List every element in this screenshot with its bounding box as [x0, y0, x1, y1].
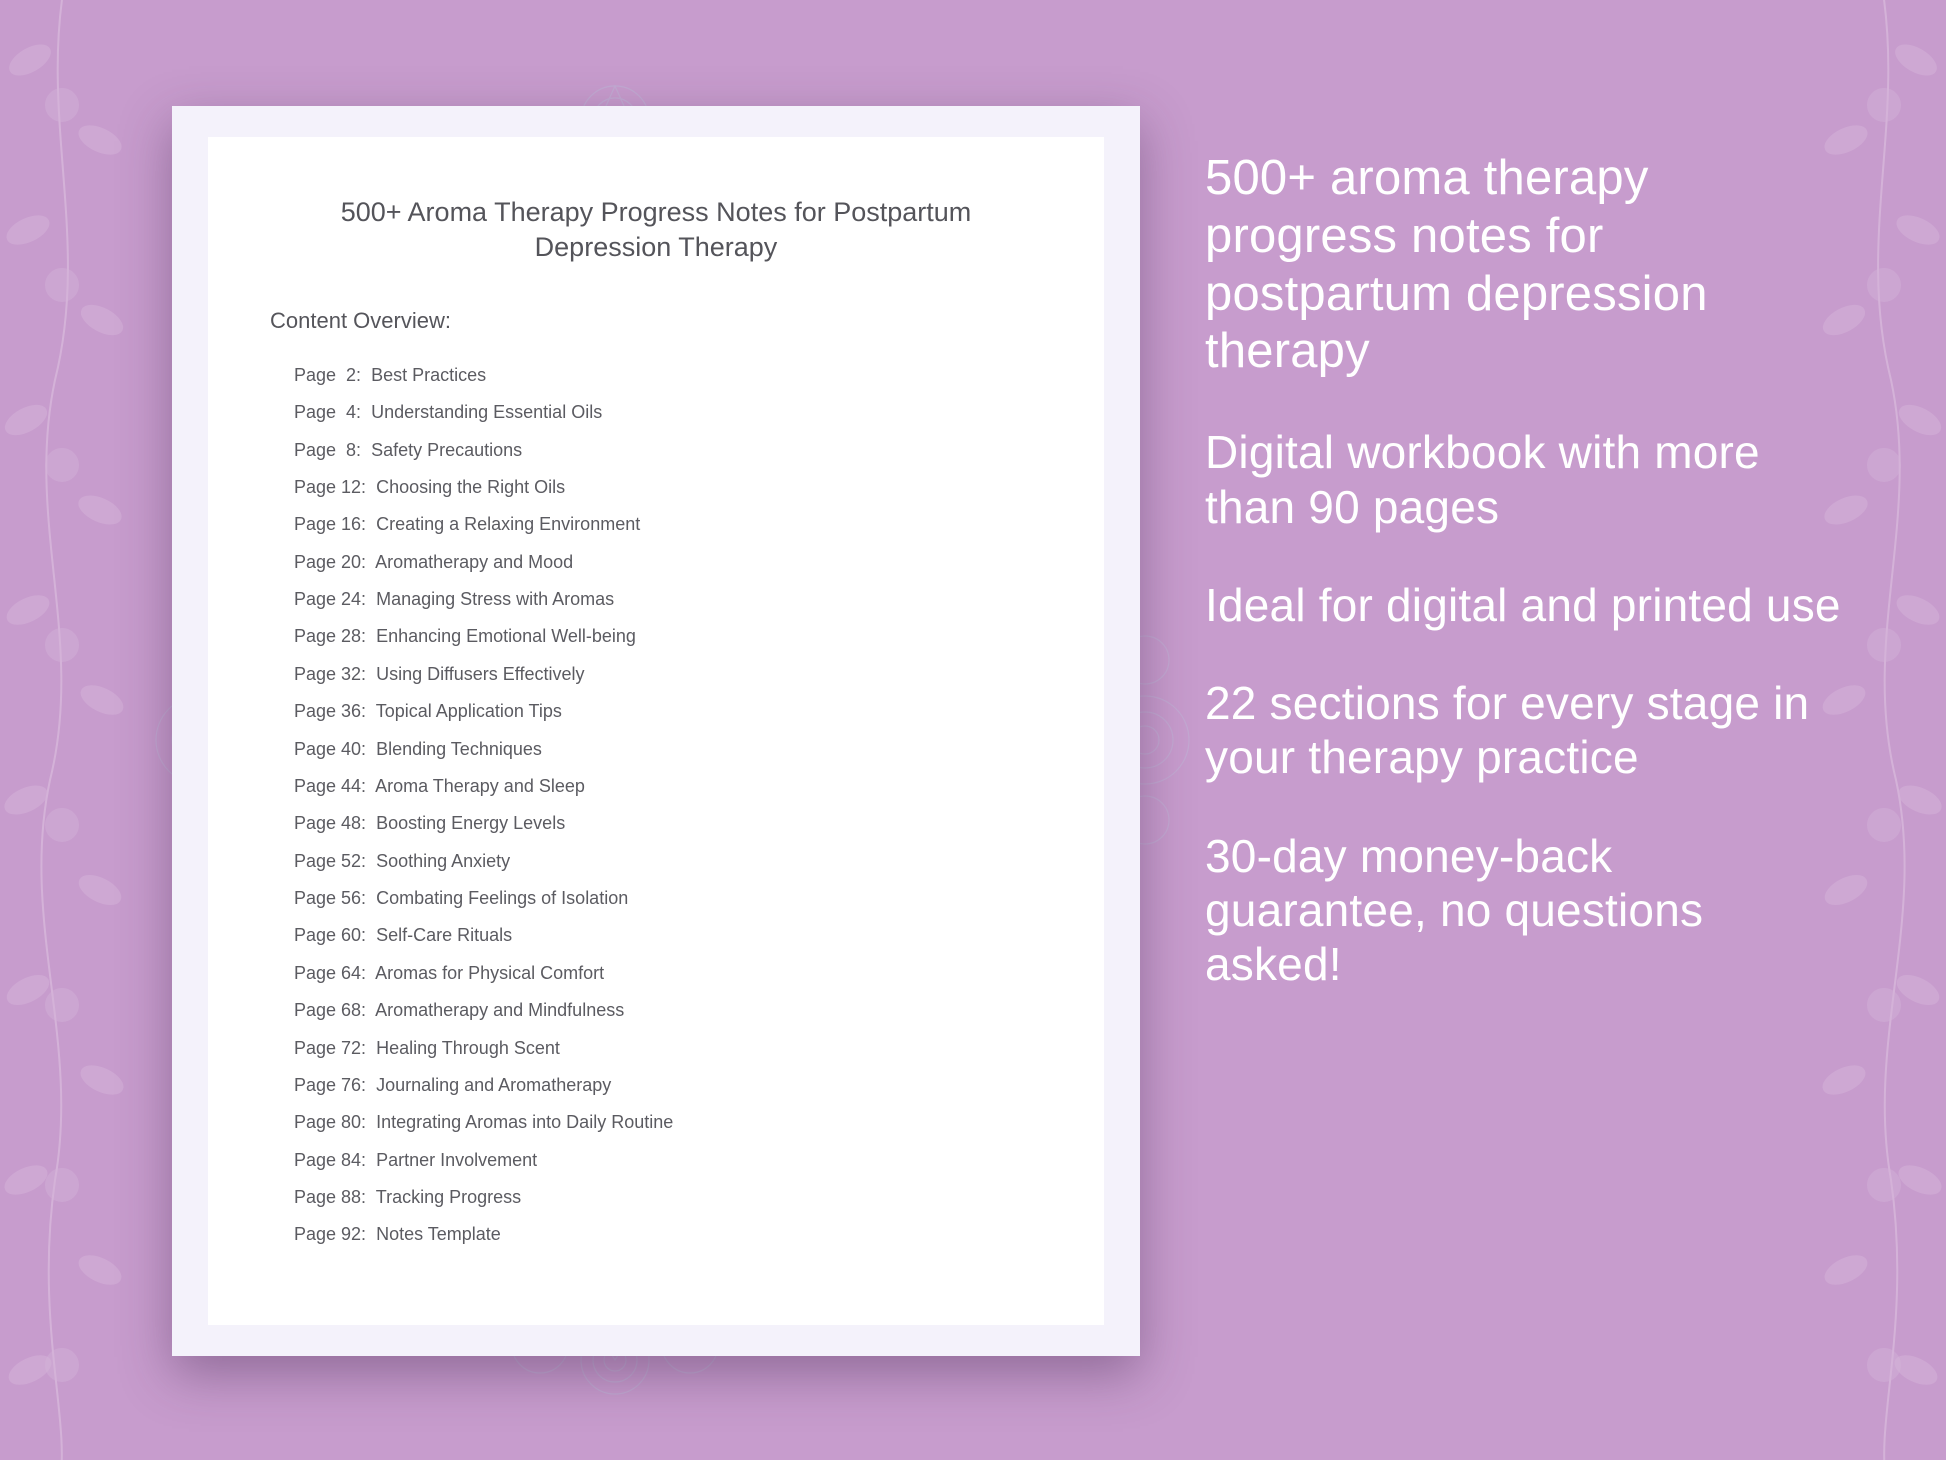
list-item	[294, 1141, 1104, 1178]
page-title: 500+ Aroma Therapy Progress Notes for Postpartum Depression Therapy	[340, 197, 972, 262]
list-item	[294, 879, 1104, 916]
document-page	[208, 137, 1104, 1325]
toc-entry-title: Using Diffusers Effectively	[376, 663, 585, 684]
list-item	[294, 1066, 1104, 1103]
toc-entry-title: Aromas for Physical Comfort	[375, 962, 605, 983]
toc-entry-title: Journaling and Aromatherapy	[376, 1074, 612, 1095]
toc-entry-title: Aroma Therapy and Sleep	[375, 775, 585, 796]
toc-entry-title: Tracking Progress	[375, 1187, 522, 1208]
toc-entry-title: Topical Application Tips	[375, 701, 562, 722]
marketing-copy	[1205, 150, 1845, 1035]
list-item	[294, 468, 1104, 505]
list-item	[294, 917, 1104, 954]
toc-page-number: Page 60:	[294, 925, 367, 946]
toc-page-number: Page 16:	[294, 514, 367, 535]
table-of-contents	[208, 334, 1104, 1253]
list-item	[294, 730, 1104, 767]
list-item	[294, 506, 1104, 543]
list-item	[294, 842, 1104, 879]
marketing-point: 22 sections for every stage in your therapy practice	[1205, 677, 1810, 784]
toc-entry-title: Boosting Energy Levels	[376, 813, 566, 834]
toc-entry-title: Blending Techniques	[376, 738, 542, 759]
toc-page-number: Page 12:	[294, 476, 367, 497]
content-overview-label: Content Overview:	[270, 308, 451, 334]
list-item	[294, 393, 1104, 430]
list-item	[294, 1104, 1104, 1141]
toc-page-number: Page 56:	[294, 888, 367, 909]
toc-page-number: Page 48:	[294, 813, 367, 834]
toc-entry-title: Combating Feelings of Isolation	[376, 888, 629, 909]
toc-page-number: Page 40:	[294, 738, 367, 759]
toc-page-number: Page 44:	[294, 775, 367, 796]
toc-entry-title: Notes Template	[376, 1224, 501, 1245]
list-item	[294, 954, 1104, 991]
toc-entry-title: Understanding Essential Oils	[371, 402, 603, 423]
toc-entry-title: Managing Stress with Aromas	[376, 589, 615, 610]
toc-page-number: Page 84:	[294, 1149, 367, 1170]
marketing-point: Digital workbook with more than 90 pages	[1205, 426, 1760, 533]
list-item	[294, 692, 1104, 729]
marketing-point: 500+ aroma therapy progress notes for postpartum depression therapy	[1205, 151, 1708, 379]
list-item	[294, 805, 1104, 842]
list-item	[294, 356, 1104, 393]
toc-entry-title: Aromatherapy and Mindfulness	[375, 1000, 625, 1021]
list-item	[294, 1178, 1104, 1215]
toc-entry-title: Self-Care Rituals	[376, 925, 513, 946]
list-item	[294, 1029, 1104, 1066]
toc-entry-title: Best Practices	[371, 364, 487, 385]
toc-page-number: Page 52:	[294, 850, 367, 871]
toc-page-number: Page 36:	[294, 701, 367, 722]
toc-page-number: Page 92:	[294, 1224, 367, 1245]
list-item	[294, 655, 1104, 692]
floral-border-left-icon	[0, 0, 130, 1460]
toc-entry-title: Aromatherapy and Mood	[375, 551, 574, 572]
marketing-point: Ideal for digital and printed use	[1205, 578, 1841, 631]
document-preview	[172, 106, 1140, 1356]
toc-page-number: Page 88:	[294, 1187, 367, 1208]
toc-page-number: Page 72:	[294, 1037, 367, 1058]
toc-page-number: Page 28:	[294, 626, 367, 647]
list-item	[294, 543, 1104, 580]
toc-entry-title: Healing Through Scent	[376, 1037, 560, 1058]
list-item	[294, 618, 1104, 655]
list-item	[294, 580, 1104, 617]
toc-entry-title: Integrating Aromas into Daily Routine	[376, 1112, 674, 1133]
toc-page-number: Page 80:	[294, 1112, 367, 1133]
toc-page-number: Page 32:	[294, 663, 367, 684]
toc-page-number: Page 20:	[294, 551, 367, 572]
toc-entry-title: Enhancing Emotional Well-being	[376, 626, 636, 647]
toc-entry-title: Partner Involvement	[376, 1149, 538, 1170]
toc-entry-title: Choosing the Right Oils	[376, 476, 566, 497]
marketing-point: 30-day money-back guarantee, no questions asked!	[1205, 829, 1704, 991]
toc-entry-title: Creating a Relaxing Environment	[376, 514, 641, 535]
toc-page-number: Page 2:	[294, 364, 362, 385]
toc-page-number: Page 68:	[294, 1000, 367, 1021]
toc-page-number: Page 24:	[294, 589, 367, 610]
toc-page-number: Page 8:	[294, 439, 362, 460]
list-item	[294, 431, 1104, 468]
toc-entry-title: Soothing Anxiety	[376, 850, 511, 871]
toc-page-number: Page 64:	[294, 962, 367, 983]
list-item	[294, 767, 1104, 804]
list-item	[294, 1216, 1104, 1253]
list-item	[294, 991, 1104, 1028]
toc-entry-title: Safety Precautions	[371, 439, 523, 460]
toc-page-number: Page 4:	[294, 402, 362, 423]
toc-page-number: Page 76:	[294, 1074, 367, 1095]
